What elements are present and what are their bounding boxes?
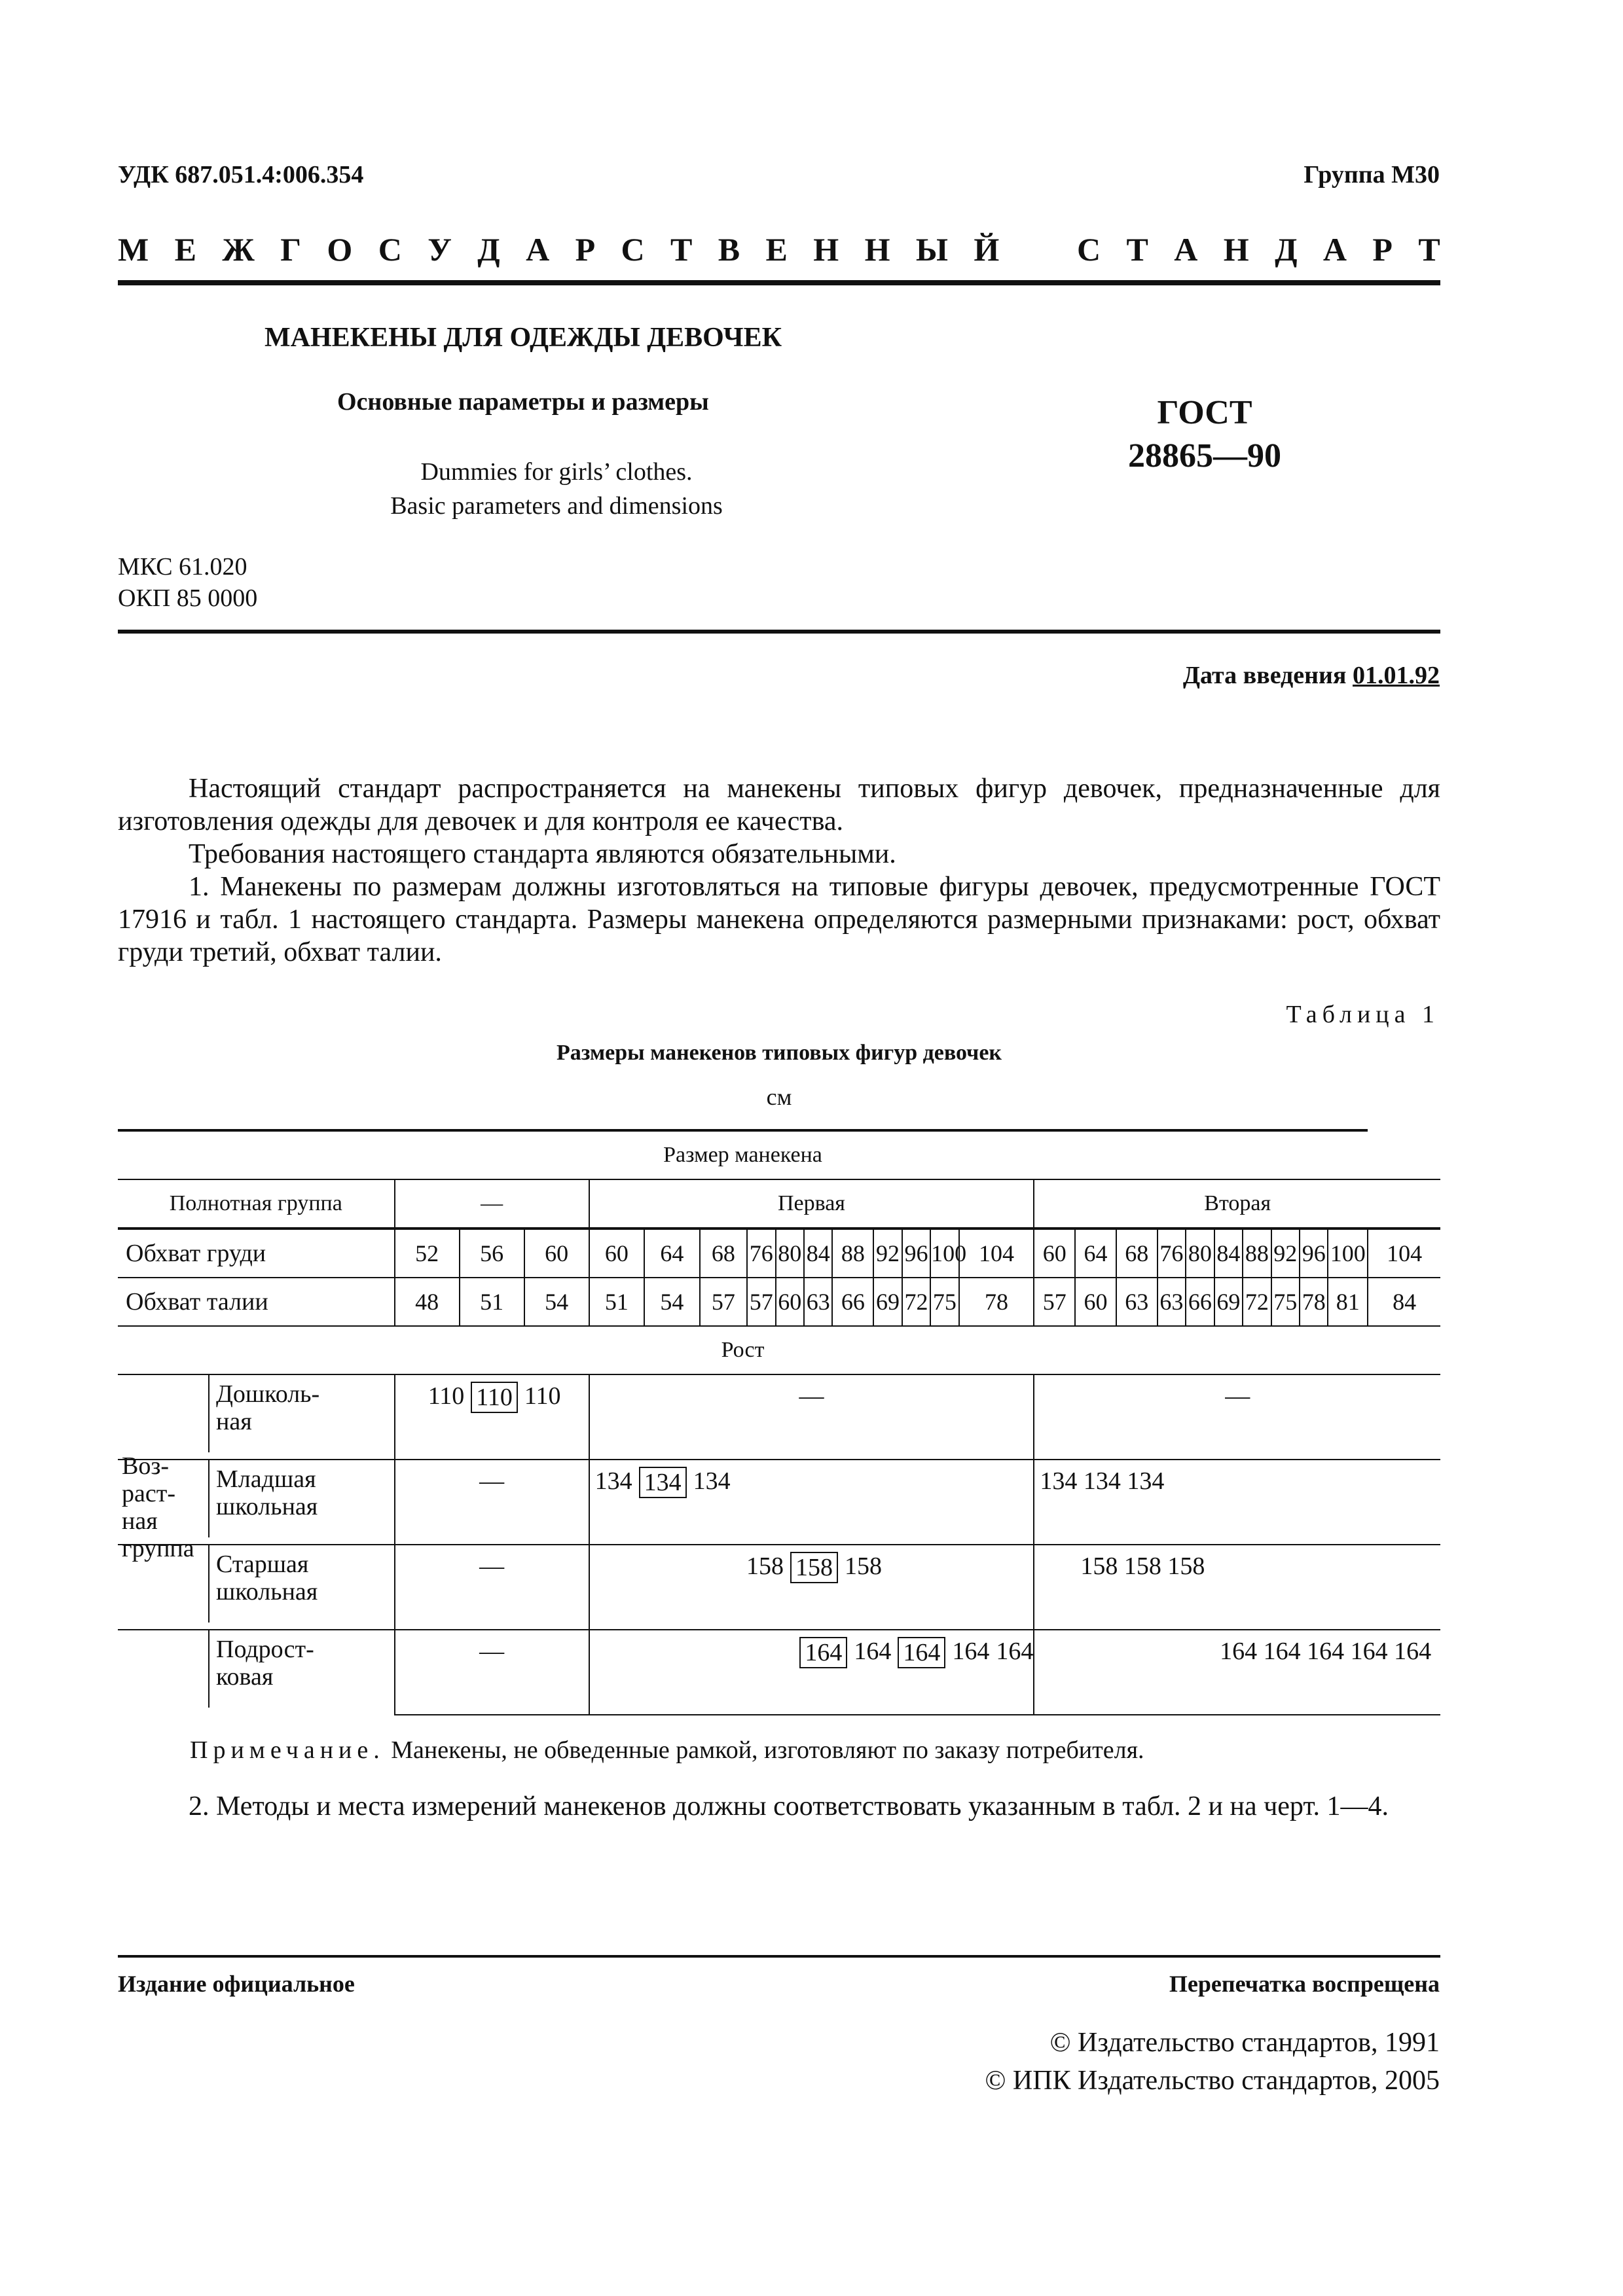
height-dash: — — [395, 1545, 589, 1630]
table-unit: см — [766, 1084, 792, 1110]
chest-value: 68 — [700, 1229, 747, 1278]
standard-banner — [118, 230, 1440, 268]
chest-value: 80 — [1186, 1229, 1214, 1278]
height-value: 164 — [854, 1638, 892, 1665]
chest-value: 104 — [1368, 1229, 1440, 1278]
height-value-boxed: 164 — [898, 1637, 945, 1668]
age-row-label-wrap — [118, 1452, 394, 1562]
waist-value: 72 — [1243, 1278, 1271, 1326]
banner-letter: Н — [1223, 231, 1249, 268]
age-row-label — [118, 1452, 395, 1562]
waist-value: 69 — [873, 1278, 902, 1326]
banner-letter: С — [621, 231, 645, 268]
age-row — [118, 1374, 1440, 1460]
chest-value: 76 — [1158, 1229, 1186, 1278]
banner-letter: М — [118, 231, 149, 268]
chest-value: 52 — [395, 1229, 460, 1278]
note-label: Примечание. — [190, 1736, 385, 1764]
fullness-label: Полнотная группа — [118, 1179, 395, 1229]
chest-value: 80 — [776, 1229, 804, 1278]
english-title-line2: Basic parameters and dimensions — [390, 492, 723, 520]
fullness-group-none: — — [395, 1179, 589, 1229]
waist-value: 51 — [460, 1278, 524, 1326]
height-value-boxed: 134 — [639, 1467, 687, 1498]
banner-letter: Т — [1126, 231, 1148, 268]
waist-value: 48 — [395, 1278, 460, 1326]
date-value: 01.01.92 — [1353, 662, 1440, 689]
chest-value: 64 — [1075, 1229, 1116, 1278]
paragraph-mandatory: Требования настоящего стандарта являются обязательными. — [189, 839, 896, 869]
introduction-date — [1183, 661, 1440, 690]
banner-letter: Р — [575, 231, 596, 268]
table-label: Таблица 1 — [1286, 1001, 1440, 1028]
height-header: Рост — [118, 1326, 1368, 1374]
chest-value: 88 — [832, 1229, 873, 1278]
height-values-list — [395, 1375, 589, 1459]
chest-value: 64 — [644, 1229, 700, 1278]
banner-letter: У — [428, 231, 452, 268]
height-value: 134 — [693, 1467, 731, 1495]
age-row — [118, 1630, 1440, 1715]
banner-letter: Д — [477, 231, 500, 268]
reprint-prohibited: Перепечатка воспрещена — [1169, 1971, 1440, 1997]
height-dash: — — [395, 1630, 589, 1715]
age-group-column — [118, 1375, 210, 1452]
chest-value: 100 — [930, 1229, 958, 1278]
waist-value: 63 — [1158, 1278, 1186, 1326]
age-row-name: Подрост- ковая — [216, 1636, 314, 1691]
chest-value: 92 — [1271, 1229, 1300, 1278]
banner-letter: О — [327, 231, 353, 268]
age-row-name: Дошколь- ная — [216, 1380, 320, 1435]
waist-value: 84 — [1368, 1278, 1440, 1326]
waist-value: 69 — [1214, 1278, 1243, 1326]
table-header-row — [118, 1130, 1440, 1179]
chest-value: 60 — [1034, 1229, 1075, 1278]
height-dash: — — [1034, 1374, 1440, 1460]
waist-value: 57 — [700, 1278, 747, 1326]
height-value: 158 — [844, 1552, 882, 1580]
waist-value: 54 — [644, 1278, 700, 1326]
date-label: Дата введения — [1182, 662, 1347, 689]
height-values-list — [590, 1460, 1034, 1544]
chest-value: 100 — [1328, 1229, 1368, 1278]
gost-code: 28865—90 — [1128, 437, 1281, 475]
waist-value: 54 — [524, 1278, 589, 1326]
waist-value: 57 — [1034, 1278, 1075, 1326]
waist-value: 57 — [747, 1278, 775, 1326]
age-row-label-wrap — [118, 1630, 394, 1708]
chest-label: Обхват груди — [118, 1229, 395, 1278]
height-values-list — [590, 1630, 1034, 1714]
banner-letter: Г — [280, 231, 301, 268]
banner-letter: Е — [765, 231, 788, 268]
age-row-name: Младшая школьная — [216, 1465, 318, 1520]
waist-value: 72 — [902, 1278, 930, 1326]
document-title: МАНЕКЕНЫ ДЛЯ ОДЕЖДЫ ДЕВОЧЕК — [264, 323, 782, 353]
paragraph-scope: Настоящий стандарт распространяется на манекены типовых фигур девочек, предназначенные для изготовления одежды для девочек и для контроля ее качества. — [118, 774, 1440, 836]
banner-letter: Т — [1418, 231, 1440, 268]
header-rule — [118, 280, 1440, 285]
height-dash: — — [395, 1460, 589, 1545]
height-values-second: 134 134 134 — [1034, 1460, 1440, 1545]
classification-codes — [118, 551, 257, 614]
waist-row — [118, 1278, 1440, 1326]
okp-code: ОКП 85 0000 — [118, 584, 258, 612]
chest-value: 68 — [1116, 1229, 1158, 1278]
waist-value: 63 — [804, 1278, 832, 1326]
height-value-boxed: 158 — [790, 1552, 838, 1583]
fullness-row — [118, 1179, 1440, 1229]
banner-letter: Т — [670, 231, 693, 268]
age-group-column — [118, 1452, 210, 1562]
age-row — [118, 1460, 1440, 1545]
height-value: 164 — [996, 1638, 1034, 1665]
chest-value: 96 — [1300, 1229, 1328, 1278]
waist-value: 63 — [1116, 1278, 1158, 1326]
waist-value: 60 — [776, 1278, 804, 1326]
paragraph-1: 1. Манекены по размерам должны изготовляться на типовые фигуры девочек, предусмотренные ГОСТ 17916 и табл. 1 настоящего стандарта. Размеры манекена определяются размерными признаками: рост, обхват груди третий, обхват талии. — [118, 872, 1440, 967]
banner-letter: Е — [174, 231, 196, 268]
chest-value: 92 — [873, 1229, 902, 1278]
waist-value: 66 — [832, 1278, 873, 1326]
age-group-column — [118, 1630, 210, 1708]
height-values — [589, 1630, 1034, 1715]
chest-value: 96 — [902, 1229, 930, 1278]
height-values-second: 164 164 164 164 164 — [1034, 1630, 1440, 1715]
chest-value: 60 — [589, 1229, 645, 1278]
age-row-label — [118, 1374, 395, 1460]
height-value: 110 — [524, 1382, 561, 1410]
banner-letter: Н — [864, 231, 890, 268]
table-title: Размеры манекенов типовых фигур девочек — [556, 1041, 1002, 1065]
chest-value: 104 — [959, 1229, 1034, 1278]
age-group-label: Воз- раст- ная группа — [122, 1452, 194, 1562]
udk-code: УДК 687.051.4:006.354 — [118, 161, 364, 188]
height-values-list — [590, 1545, 1034, 1629]
document-subtitle: Основные параметры и размеры — [337, 388, 709, 416]
chest-value: 84 — [1214, 1229, 1243, 1278]
height-value: 158 — [746, 1552, 784, 1580]
waist-value: 78 — [959, 1278, 1034, 1326]
height-value: 164 — [952, 1638, 990, 1665]
title-rule — [118, 630, 1440, 634]
size-header: Размер манекена — [118, 1130, 1368, 1179]
official-edition: Издание официальное — [118, 1971, 355, 1997]
size-table — [118, 1129, 1440, 1715]
english-title — [262, 455, 851, 523]
banner-letter: Н — [813, 231, 839, 268]
chest-value: 60 — [524, 1229, 589, 1278]
waist-value: 60 — [1075, 1278, 1116, 1326]
height-header-row — [118, 1326, 1440, 1374]
footer-rule — [118, 1955, 1440, 1958]
mks-code: МКС 61.020 — [118, 553, 247, 581]
banner-letter: В — [718, 231, 740, 268]
age-row — [118, 1545, 1440, 1630]
banner-letter: С — [378, 231, 402, 268]
banner-letter: Ы — [915, 231, 948, 268]
chest-row — [118, 1229, 1440, 1278]
chest-value: 84 — [804, 1229, 832, 1278]
fullness-group-first: Первая — [589, 1179, 1034, 1229]
waist-label: Обхват талии — [118, 1278, 395, 1326]
copyright-2005: © ИПК Издательство стандартов, 2005 — [985, 2066, 1440, 2096]
age-row-label-wrap — [118, 1375, 394, 1452]
chest-value: 56 — [460, 1229, 524, 1278]
banner-gap — [1025, 230, 1051, 268]
banner-letter: А — [526, 231, 550, 268]
chest-value: 88 — [1243, 1229, 1271, 1278]
english-title-line1: Dummies for girls’ clothes. — [420, 458, 693, 486]
copyright-block — [985, 2024, 1440, 2100]
waist-value: 51 — [589, 1278, 645, 1326]
waist-value: 75 — [930, 1278, 958, 1326]
height-value-boxed: 164 — [799, 1637, 847, 1668]
group-code: Группа М30 — [1304, 161, 1440, 188]
banner-letter: А — [1322, 231, 1347, 268]
height-value-boxed: 110 — [471, 1382, 518, 1413]
height-values-second: 158 158 158 — [1034, 1545, 1440, 1630]
gost-number — [1106, 391, 1303, 478]
banner-letter: Ж — [222, 231, 255, 268]
waist-value: 75 — [1271, 1278, 1300, 1326]
height-values — [589, 1460, 1034, 1545]
height-value: 110 — [428, 1382, 465, 1410]
fullness-group-second: Вторая — [1034, 1179, 1440, 1229]
note-text: Манекены, не обведенные рамкой, изготовляют по заказу потребителя. — [391, 1736, 1144, 1764]
paragraph-2: 2. Методы и места измерений манекенов должны соответствовать указанным в табл. 2 и на черт. 1—4. — [189, 1791, 1389, 1821]
height-value: 134 — [594, 1467, 632, 1495]
banner-letter: Д — [1275, 231, 1298, 268]
banner-letter: С — [1077, 231, 1101, 268]
height-dash: — — [589, 1374, 1034, 1460]
banner-letter: А — [1174, 231, 1198, 268]
table-note — [190, 1736, 1144, 1765]
gost-label: ГОСТ — [1157, 394, 1252, 431]
banner-letter: Р — [1372, 231, 1393, 268]
height-values — [589, 1545, 1034, 1630]
size-table-grid — [118, 1129, 1440, 1715]
age-row-label — [118, 1630, 395, 1715]
waist-value: 66 — [1186, 1278, 1214, 1326]
chest-value: 76 — [747, 1229, 775, 1278]
waist-value: 81 — [1328, 1278, 1368, 1326]
waist-value: 78 — [1300, 1278, 1328, 1326]
banner-letter: Й — [974, 231, 1000, 268]
age-row-name: Старшая школьная — [216, 1551, 318, 1605]
height-values — [395, 1374, 589, 1460]
copyright-1991: © Издательство стандартов, 1991 — [1049, 2028, 1440, 2058]
